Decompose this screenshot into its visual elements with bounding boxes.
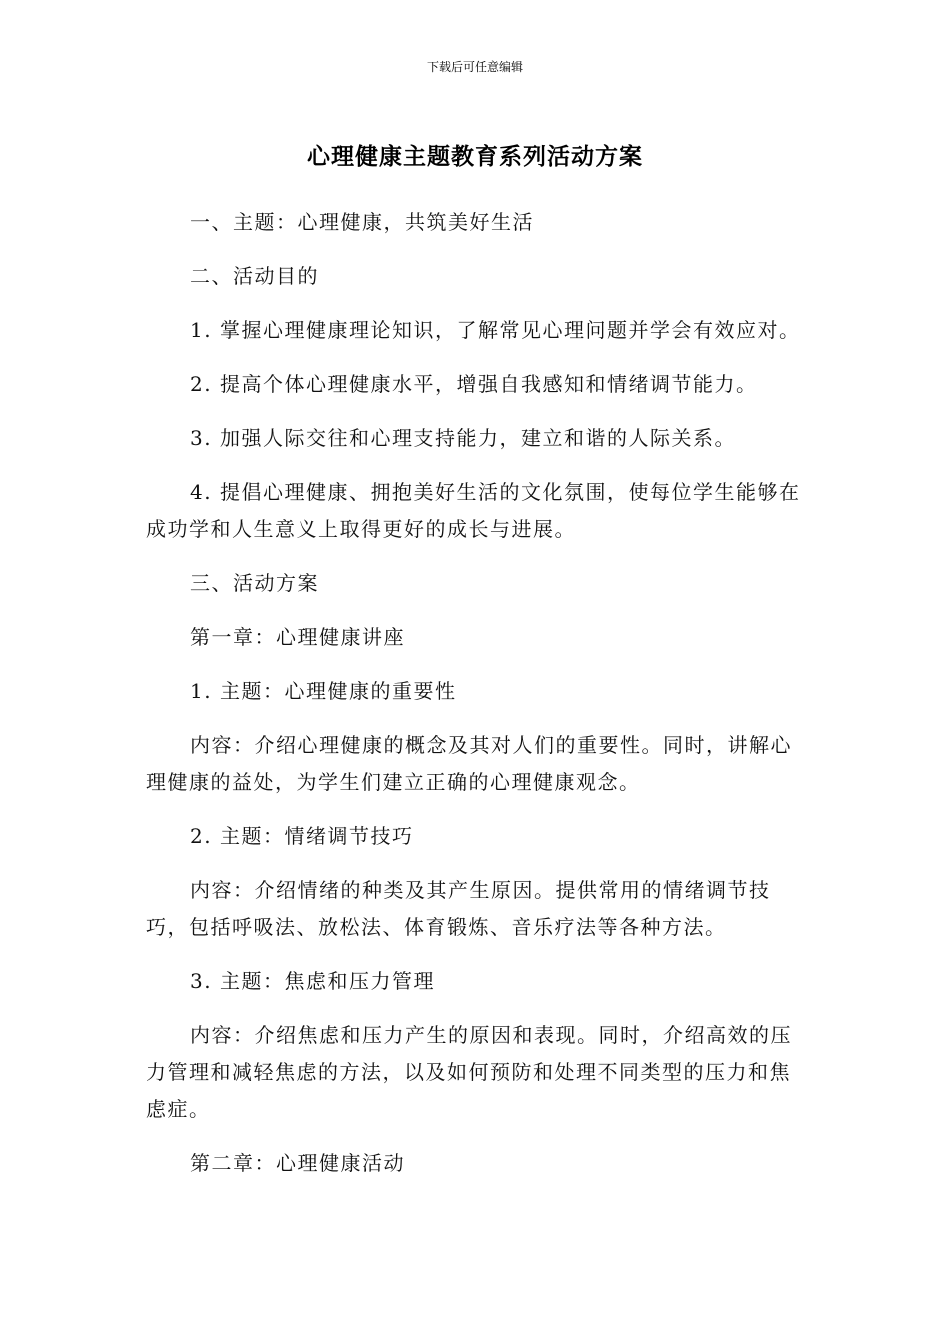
objective-item-1: 1. 掌握心理健康理论知识，了解常见心理问题并学会有效应对。	[190, 318, 801, 342]
header-note: 下载后可任意编辑	[426, 60, 523, 74]
section-objectives-heading: 二、活动目的	[190, 264, 319, 288]
chapter-1-topic-2: 2. 主题：情绪调节技巧	[190, 824, 414, 848]
chapter-1-heading: 第一章：心理健康讲座	[190, 625, 405, 649]
chapter-1-topic-1: 1. 主题：心理健康的重要性	[190, 679, 457, 703]
objective-item-4: 4. 提倡心理健康、拥抱美好生活的文化氛围，使每位学生能够在成功学和人生意义上取得更好的成长与进展。	[146, 480, 801, 541]
chapter-1-topic-3-content: 内容：介绍焦虑和压力产生的原因和表现。同时，介绍高效的压力管理和减轻焦虑的方法，以及如何预防和处理不同类型的压力和焦虑症。	[146, 1023, 792, 1121]
chapter-2-heading: 第二章：心理健康活动	[190, 1151, 405, 1175]
objective-item-3: 3. 加强人际交往和心理支持能力，建立和谐的人际关系。	[190, 426, 736, 450]
chapter-1-topic-2-content: 内容：介绍情绪的种类及其产生原因。提供常用的情绪调节技巧，包括呼吸法、放松法、体育锻炼、音乐疗法等各种方法。	[146, 878, 771, 939]
document-body	[146, 204, 806, 1199]
chapter-1-topic-3: 3. 主题：焦虑和压力管理	[190, 969, 435, 993]
document-title: 心理健康主题教育系列活动方案	[307, 144, 643, 170]
section-plan-heading: 三、活动方案	[190, 571, 319, 595]
objective-item-2: 2. 提高个体心理健康水平，增强自我感知和情绪调节能力。	[190, 372, 758, 396]
chapter-1-topic-1-content: 内容：介绍心理健康的概念及其对人们的重要性。同时，讲解心理健康的益处，为学生们建立正确的心理健康观念。	[146, 733, 792, 794]
section-theme: 一、主题：心理健康，共筑美好生活	[190, 210, 534, 234]
